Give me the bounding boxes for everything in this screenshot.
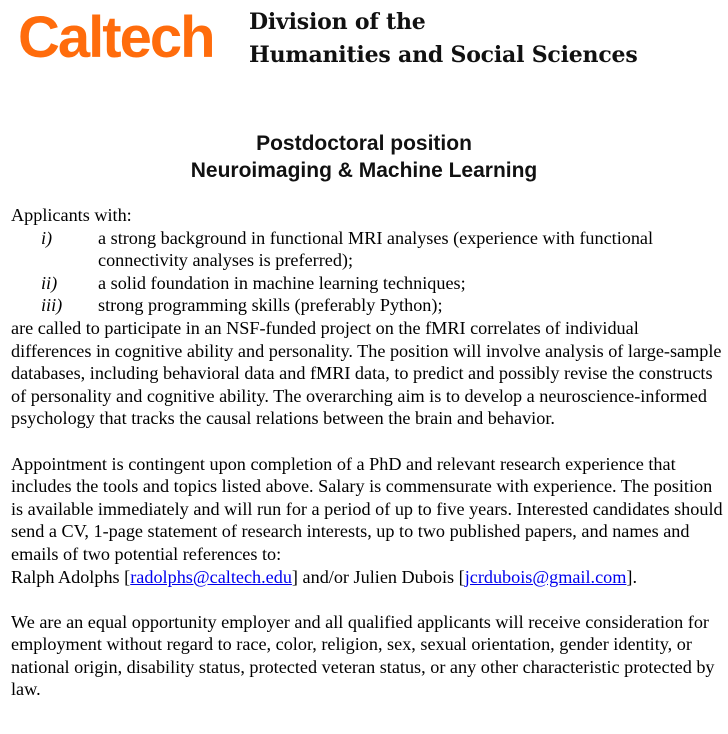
division-line-2: Humanities and Social Sciences — [249, 42, 638, 68]
requirement-text: a solid foundation in machine learning techniques; — [98, 272, 466, 293]
requirement-number: iii) — [41, 295, 63, 316]
paragraph-gap — [11, 588, 723, 611]
requirement-number: i) — [41, 227, 53, 248]
project-description: are called to participate in an NSF-funded project on the fMRI correlates of individual differences in cognitive ability and personality. The position will involve analysis of large-sample databases, including behavioral data and fMRI data, to predict and possibly revise the constructs of personality and cognitive ability. The overarching aim is to develop a neuroscience-informed psychology that tracks the causal relations between the brain and behavior. — [11, 317, 722, 429]
intro-text: Applicants with: — [11, 205, 132, 225]
contact-1-email-link[interactable]: radolphs@caltech.edu — [130, 566, 292, 587]
requirement-text: a strong background in functional MRI analyses (experience with functional connectivity analyses is preferred); — [98, 227, 654, 271]
page-title — [0, 130, 728, 184]
title-line-1: Postdoctoral position — [256, 132, 472, 155]
application-text: Appointment is contingent upon completion of a PhD and relevant research experience that includes the tools and topics listed above. Salary is commensurate with experience. The position is available immediately and will run for a period of up to five years. Interested candidates should send a CV, 1-page statement of research interests, up to two published papers, and names and emails of two potential references to: — [11, 453, 723, 564]
requirement-item — [11, 227, 723, 272]
header — [0, 0, 728, 80]
equal-opportunity-statement: We are an equal opportunity employer and all qualified applicants will receive consideration for employment without regard to race, color, religion, sex, sexual orientation, gender identity, or national origin, disability status, protected veteran status, or any other characteristic protected by law. — [11, 611, 715, 700]
requirement-text: strong programming skills (preferably Python); — [98, 295, 443, 316]
division-name — [249, 6, 638, 72]
requirement-number: ii) — [41, 272, 58, 293]
caltech-logo: Caltech — [18, 5, 214, 70]
title-line-2: Neuroimaging & Machine Learning — [190, 159, 538, 182]
contact-end: ]. — [626, 566, 638, 587]
requirement-item — [11, 294, 723, 317]
contact-1-name: Ralph Adolphs [ — [11, 566, 131, 587]
document-body — [11, 204, 723, 701]
application-instructions — [11, 453, 723, 589]
contact-2-name: ] and/or Julien Dubois [ — [291, 566, 465, 587]
division-line-1: Division of the — [249, 9, 426, 35]
paragraph-gap — [11, 430, 723, 453]
contact-2-email-link[interactable]: jcrdubois@gmail.com — [464, 566, 627, 587]
requirement-item — [11, 272, 723, 295]
